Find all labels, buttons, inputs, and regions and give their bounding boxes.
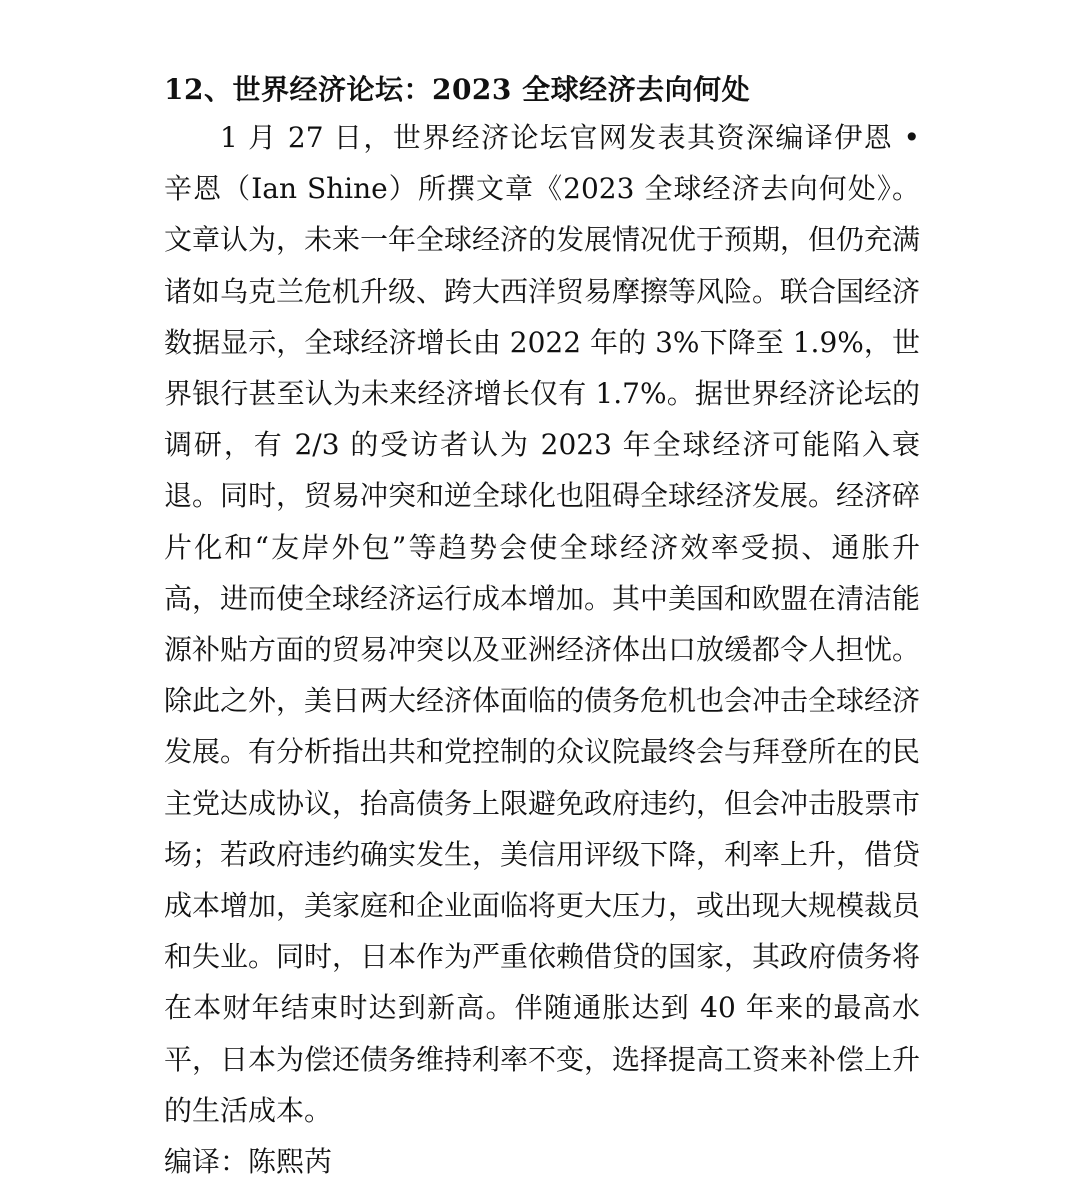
translator-credit: 编译：陈熙芮 <box>164 1145 333 1179</box>
article-title: 12、世界经济论坛：2023 全球经济去向何处 <box>164 73 751 106</box>
article <box>164 68 920 1187</box>
article-body: 1 月 27 日，世界经济论坛官网发表其资深编译伊恩 • 辛恩（Ian Shine）所撰文章《2023 全球经济去向何处》。文章认为，未来一年全球经济的发展情况优于预期，但仍充满诸如乌克兰危机升级、跨大西洋贸易摩擦等风险。联合国经济数据显示，全球经济增长由 2022 年的 3%下降至 1.9%，世界银行甚至认为未来经济增长仅有 1.7%。据世界经济论坛的调研，有 2/3 的受访者认为 2023 年全球经济可能陷入衰退。同时，贸易冲突和逆全球化也阻碍全球经济发展。经济碎片化和“友岸外包”等趋势会使全球经济效率受损、通胀升高，进而使全球经济运行成本增加。其中美国和欧盟在清洁能源补贴方面的贸易冲突以及亚洲经济体出口放缓都令人担忧。除此之外，美日两大经济体面临的债务危机也会冲击全球经济发展。有分析指出共和党控制的众议院最终会与拜登所在的民主党达成协议，抬高债务上限避免政府违约，但会冲击股票市场；若政府违约确实发生，美信用评级下降，利率上升，借贷成本增加，美家庭和企业面临将更大压力，或出现大规模裁员和失业。同时，日本作为严重依赖借贷的国家，其政府债务将在本财年结束时达到新高。伴随通胀达到 40 年来的最高水平，日本为偿还债务维持利率不变，选择提高工资来补偿上升的生活成本。 <box>164 121 921 1127</box>
